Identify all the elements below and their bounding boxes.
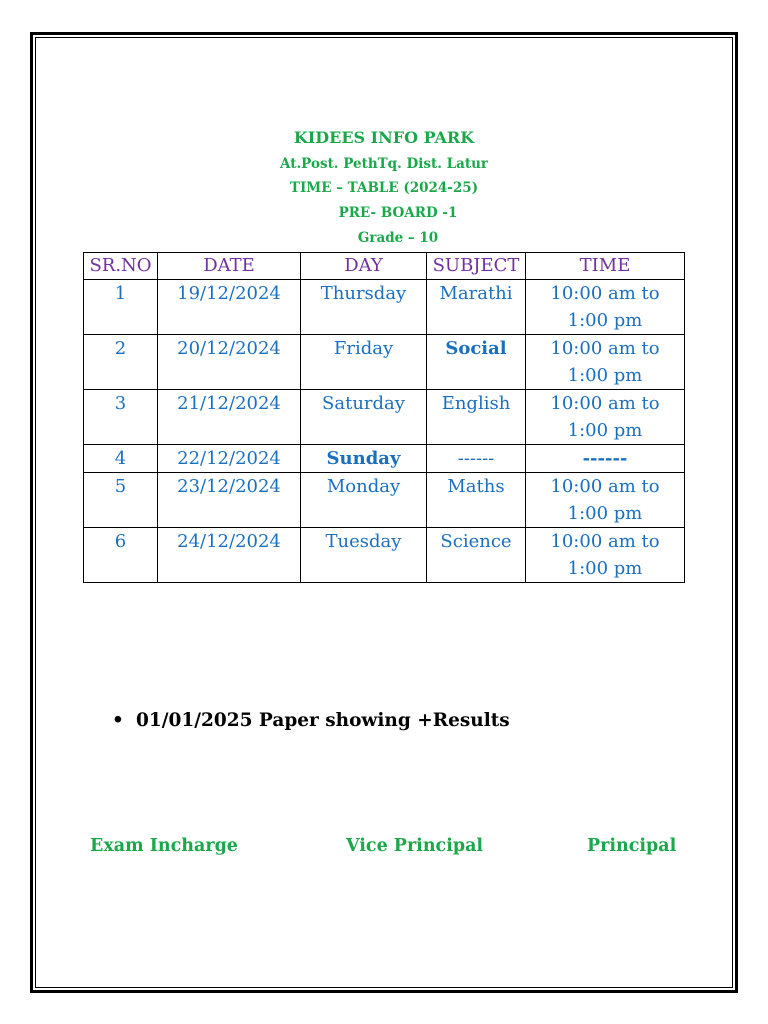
timetable-table [83, 252, 685, 583]
cell-date: 22/12/2024 [158, 445, 301, 473]
cell-sr: 1 [84, 280, 158, 335]
cell-time: 10:00 am to 1:00 pm [526, 528, 685, 583]
cell-subject: Maths [427, 473, 526, 528]
table-row [84, 280, 685, 335]
table-row [84, 390, 685, 445]
column-header-subject: SUBJECT [427, 253, 526, 280]
cell-date: 20/12/2024 [158, 335, 301, 390]
cell-subject: Marathi [427, 280, 526, 335]
cell-subject: Social [427, 335, 526, 390]
cell-time: 10:00 am to 1:00 pm [526, 335, 685, 390]
cell-time: ------ [526, 445, 685, 473]
table-row [84, 528, 685, 583]
cell-sr: 4 [84, 445, 158, 473]
column-header-time: TIME [526, 253, 685, 280]
school-address: At.Post. PethTq. Dist. Latur [280, 156, 488, 172]
cell-sr: 6 [84, 528, 158, 583]
cell-date: 21/12/2024 [158, 390, 301, 445]
signature-principal: Principal [587, 836, 677, 856]
table-header-row [84, 253, 685, 280]
cell-day: Monday [301, 473, 427, 528]
cell-sr: 2 [84, 335, 158, 390]
cell-sr: 5 [84, 473, 158, 528]
cell-date: 23/12/2024 [158, 473, 301, 528]
cell-time: 10:00 am to 1:00 pm [526, 390, 685, 445]
cell-day: Thursday [301, 280, 427, 335]
timetable-heading: TIME – TABLE (2024-25) [289, 180, 479, 196]
cell-date: 19/12/2024 [158, 280, 301, 335]
table-row [84, 445, 685, 473]
exam-name: PRE- BOARD -1 [338, 205, 458, 221]
table-row [84, 335, 685, 390]
cell-day: Friday [301, 335, 427, 390]
cell-subject: English [427, 390, 526, 445]
grade-label: Grade – 10 [357, 230, 439, 246]
results-note-text: 01/01/2025 Paper showing +Results [136, 710, 510, 731]
cell-subject: Science [427, 528, 526, 583]
table-row [84, 473, 685, 528]
column-header-srno: SR.NO [84, 253, 158, 280]
signature-vice-principal: Vice Principal [346, 836, 484, 856]
cell-date: 24/12/2024 [158, 528, 301, 583]
cell-subject: ------ [427, 445, 526, 473]
cell-time: 10:00 am to 1:00 pm [526, 280, 685, 335]
school-name: KIDEES INFO PARK [293, 128, 475, 147]
cell-time: 10:00 am to 1:00 pm [526, 473, 685, 528]
bullet-icon: • [112, 710, 124, 731]
column-header-day: DAY [301, 253, 427, 280]
cell-sr: 3 [84, 390, 158, 445]
cell-day: Tuesday [301, 528, 427, 583]
column-header-date: DATE [158, 253, 301, 280]
cell-day: Sunday [301, 445, 427, 473]
signature-exam-incharge: Exam Incharge [90, 836, 238, 856]
cell-day: Saturday [301, 390, 427, 445]
results-note [112, 710, 510, 731]
